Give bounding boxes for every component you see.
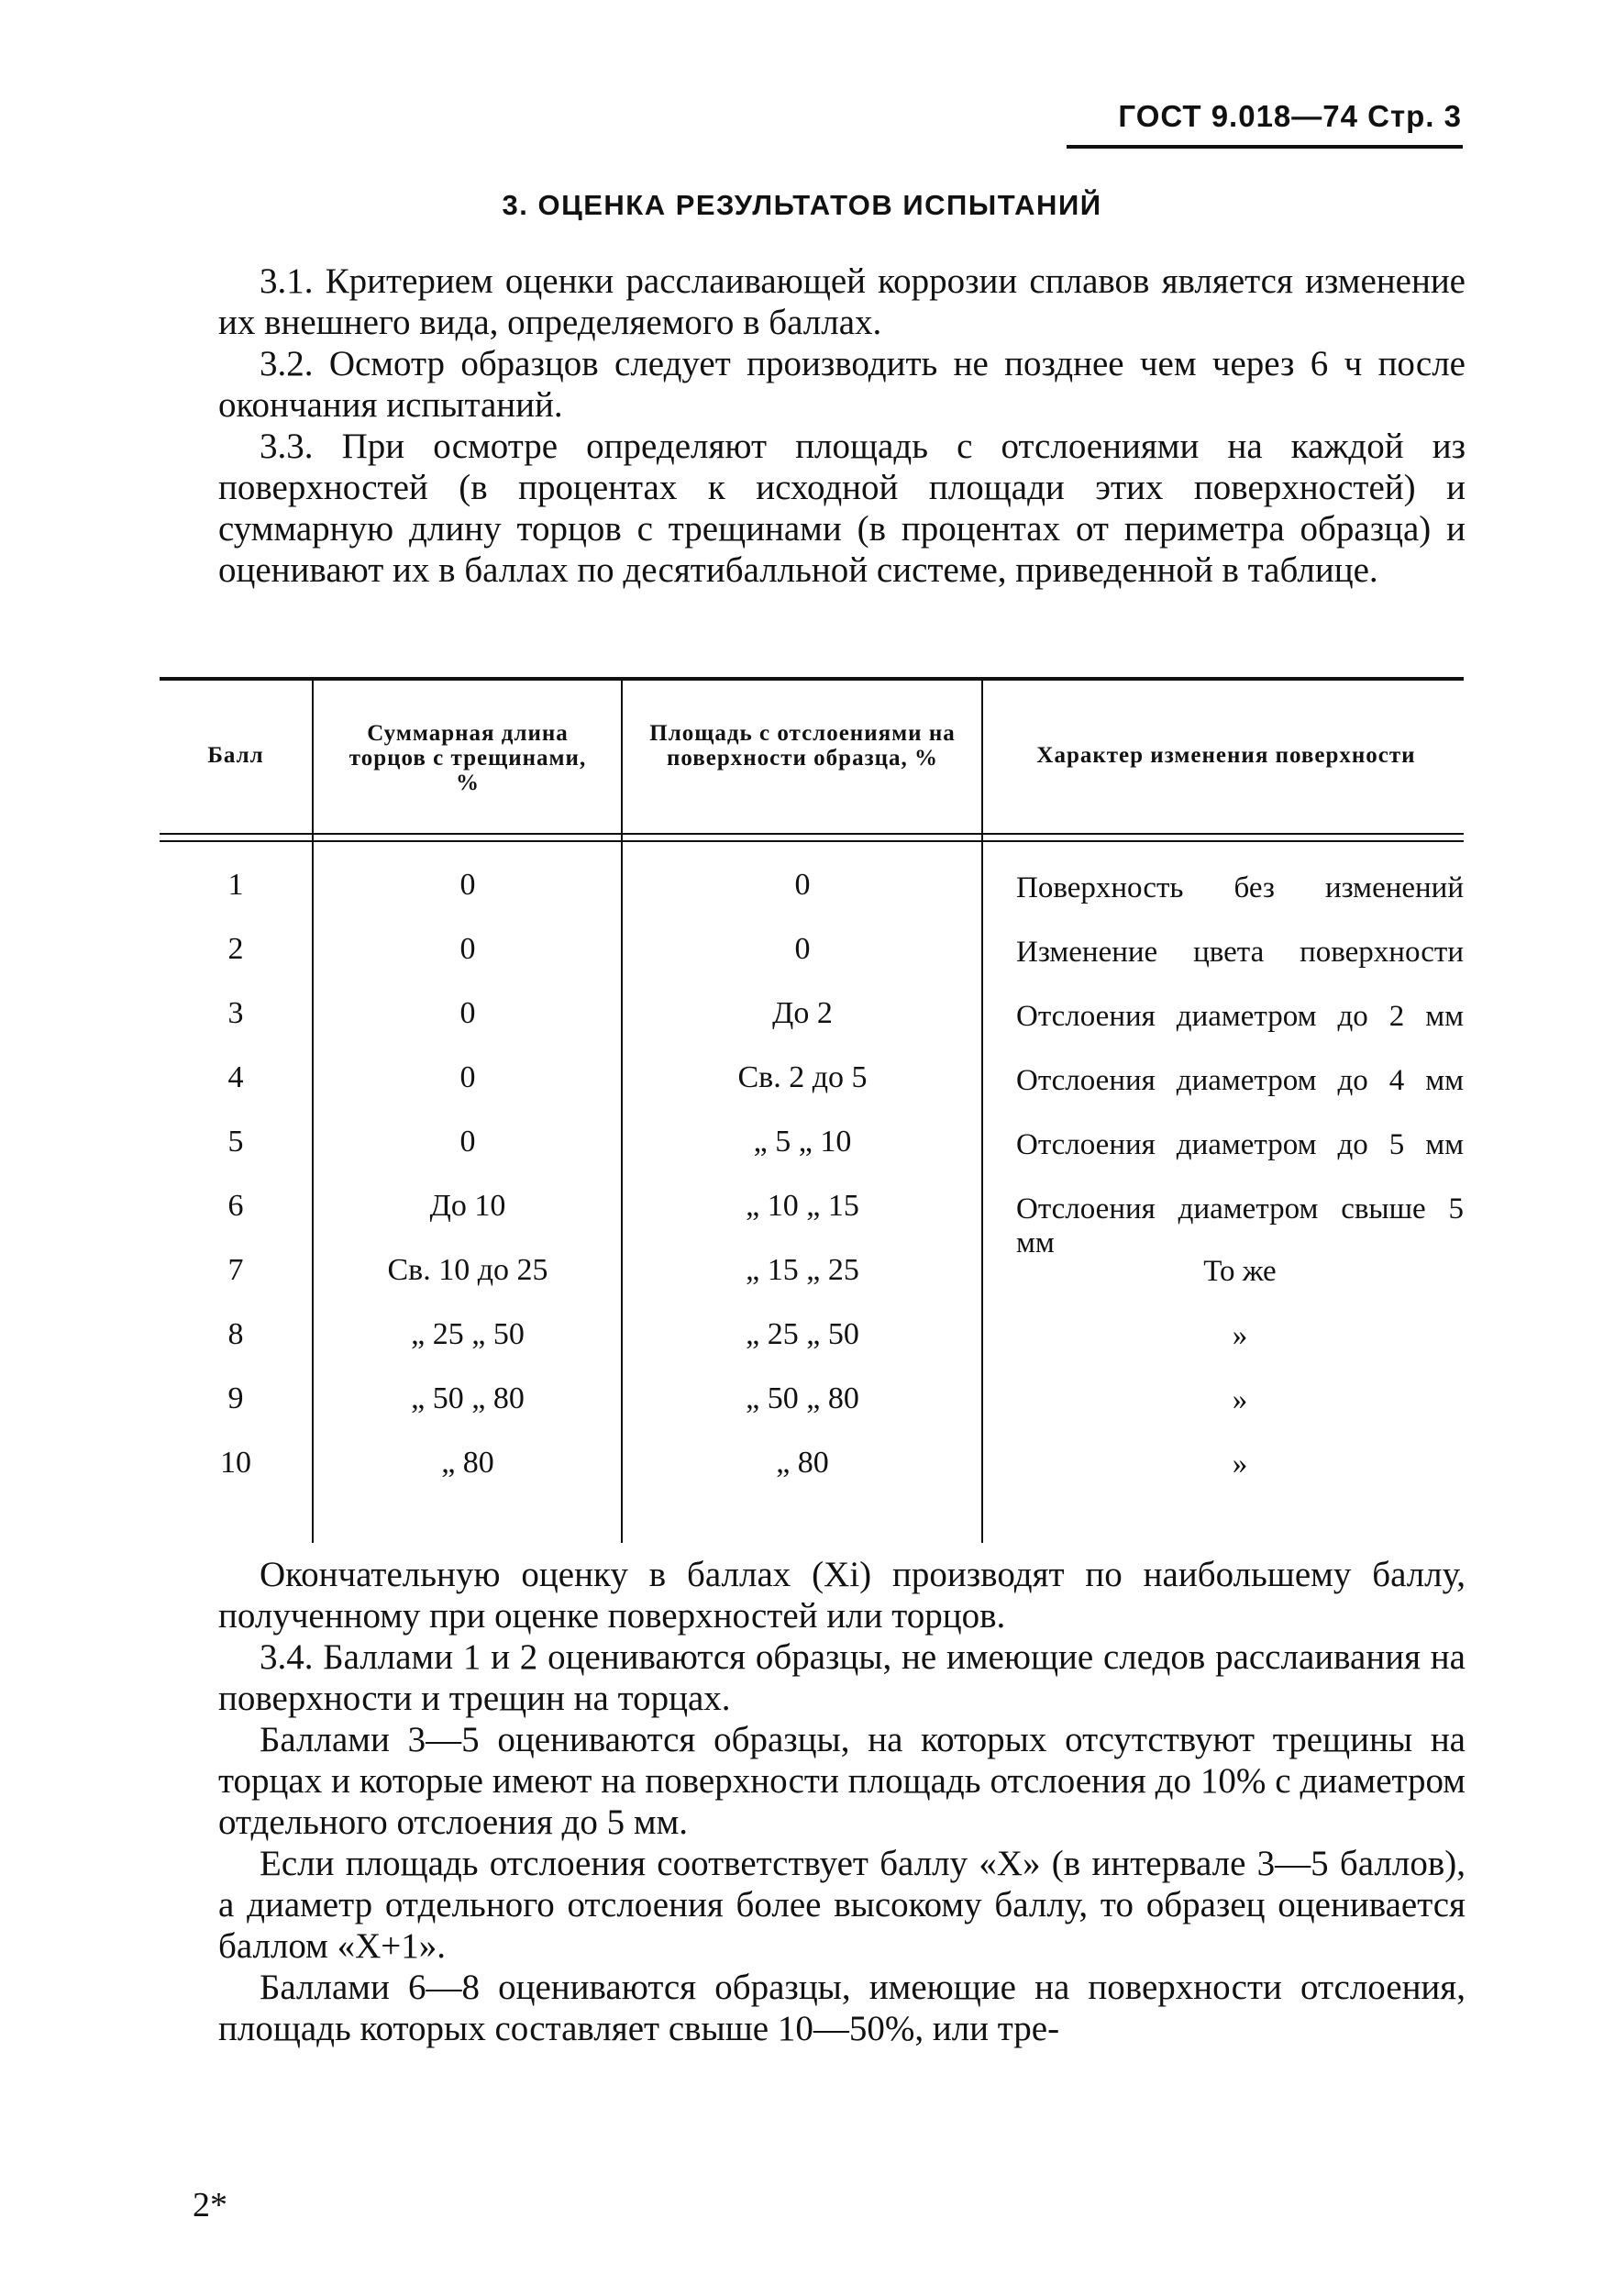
table-header-rule (160, 840, 1464, 842)
paragraph-score-x: Если площадь отслоения соответствует баллу «X» (в интервале 3—5 баллов), а диаметр отдельного отслоения более высокому баллу, то образец оценивается баллом «X+1». (218, 1844, 1466, 1966)
table-cell-description: Изменение цвета поверхности (1016, 936, 1464, 969)
header-crack-length: Суммарная длина торцов с трещинами, % (348, 721, 587, 795)
header-surface-change: Характер изменения поверхности (1036, 743, 1416, 768)
table-cell-area: „ 25 „ 50 (746, 1317, 859, 1351)
paragraph-scores-3-5: Баллами 3—5 оцениваются образцы, на которых отсутствуют трещины на торцах и которые имеют на поверхности площадь отслоения до 10% с диаметром отдельного отслоения до 5 мм. (218, 1720, 1466, 1842)
table-row: 9 (227, 1381, 244, 1415)
table-row: 10 (220, 1446, 251, 1480)
table-cell-length: „ 80 (441, 1446, 494, 1480)
table-cell-length: 0 (459, 1125, 476, 1159)
table-row: 1 (227, 868, 244, 902)
table-col-divider (621, 681, 623, 1543)
table-col-divider (981, 681, 983, 1543)
header-delamination-area: Площадь с отслоениями на поверхности образца, % (649, 721, 956, 771)
table-row: 4 (227, 1060, 244, 1094)
table-row: 5 (227, 1125, 244, 1159)
table-cell-area: „ 15 „ 25 (746, 1253, 859, 1287)
table-header-rule (160, 833, 1464, 835)
paragraph-3-4: 3.4. Баллами 1 и 2 оцениваются образцы, не имеющие следов расслаивания на поверхности и трещин на торцах. (218, 1637, 1466, 1718)
table-cell-area: „ 10 „ 15 (746, 1189, 859, 1223)
table-row: 8 (227, 1317, 244, 1351)
table-row: 3 (227, 996, 244, 1030)
table-col-divider (312, 681, 314, 1543)
table-cell-description: Отслоения диаметром до 2 мм (1016, 1000, 1464, 1033)
table-cell-area: Св. 2 до 5 (737, 1060, 868, 1094)
table-cell-area: 0 (794, 868, 811, 902)
table-cell-description: » (1232, 1319, 1248, 1352)
paragraph-scores-6-8: Баллами 6—8 оцениваются образцы, имеющие на поверхности отслоения, площадь которых составляет свыше 10—50%, или тре- (218, 1968, 1466, 2048)
table-cell-description: Отслоения диаметром свыше 5 мм (1016, 1192, 1464, 1259)
section-title: 3. ОЦЕНКА РЕЗУЛЬТАТОВ ИСПЫТАНИЙ (502, 189, 1102, 221)
table-row: 2 (227, 932, 244, 966)
table-cell-length: „ 25 „ 50 (411, 1317, 525, 1351)
paragraph-3-2: 3.2. Осмотр образцов следует производить не позднее чем через 6 ч после окончания испытаний. (218, 344, 1466, 425)
table-cell-length: 0 (459, 1060, 476, 1094)
table-cell-area: „ 50 „ 80 (746, 1381, 859, 1415)
table-cell-length: „ 50 „ 80 (411, 1381, 525, 1415)
paragraph-3-1: 3.1. Критерием оценки расслаивающей коррозии сплавов является изменение их внешнего вида, определяемого в баллах. (218, 261, 1466, 342)
page-header: ГОСТ 9.018—74 Стр. 3 (1118, 99, 1462, 133)
table-cell-length: Св. 10 до 25 (387, 1253, 548, 1287)
table-cell-description: Отслоения диаметром до 4 мм (1016, 1064, 1464, 1097)
page-mark: 2* (193, 2186, 227, 2224)
table-cell-area: „ 5 „ 10 (753, 1125, 852, 1159)
table-cell-area: „ 80 (776, 1446, 829, 1480)
table-cell-area: До 2 (772, 996, 833, 1030)
table-cell-description: Отслоения диаметром до 5 мм (1016, 1128, 1464, 1161)
table-top-rule (160, 677, 1464, 681)
table-cell-description: » (1232, 1447, 1248, 1481)
table-cell-area: 0 (794, 932, 811, 966)
table-cell-description: » (1232, 1383, 1248, 1416)
header-score: Балл (207, 743, 264, 768)
table-cell-length: 0 (459, 996, 476, 1030)
header-rule (1067, 145, 1463, 149)
table-cell-length: 0 (459, 932, 476, 966)
table-cell-length: До 10 (429, 1189, 506, 1223)
table-row: 7 (227, 1253, 244, 1287)
paragraph-3-3: 3.3. При осмотре определяют площадь с отслоениями на каждой из поверхностей (в процентах к исходной площади этих поверхностей) и суммарную длину торцов с трещинами (в процентах от периметра образца) и оценивают их в баллах по десятибалльной системе, приведенной в таблице. (218, 427, 1466, 590)
table-cell-description: Поверхность без изменений (1016, 871, 1464, 904)
table-cell-length: 0 (459, 868, 476, 902)
table-cell-description: То же (1203, 1255, 1277, 1288)
table-row: 6 (227, 1189, 244, 1223)
paragraph-final-score: Окончательную оценку в баллах (Xi) производят по наибольшему баллу, полученному при оценке поверхностей или торцов. (218, 1555, 1466, 1636)
